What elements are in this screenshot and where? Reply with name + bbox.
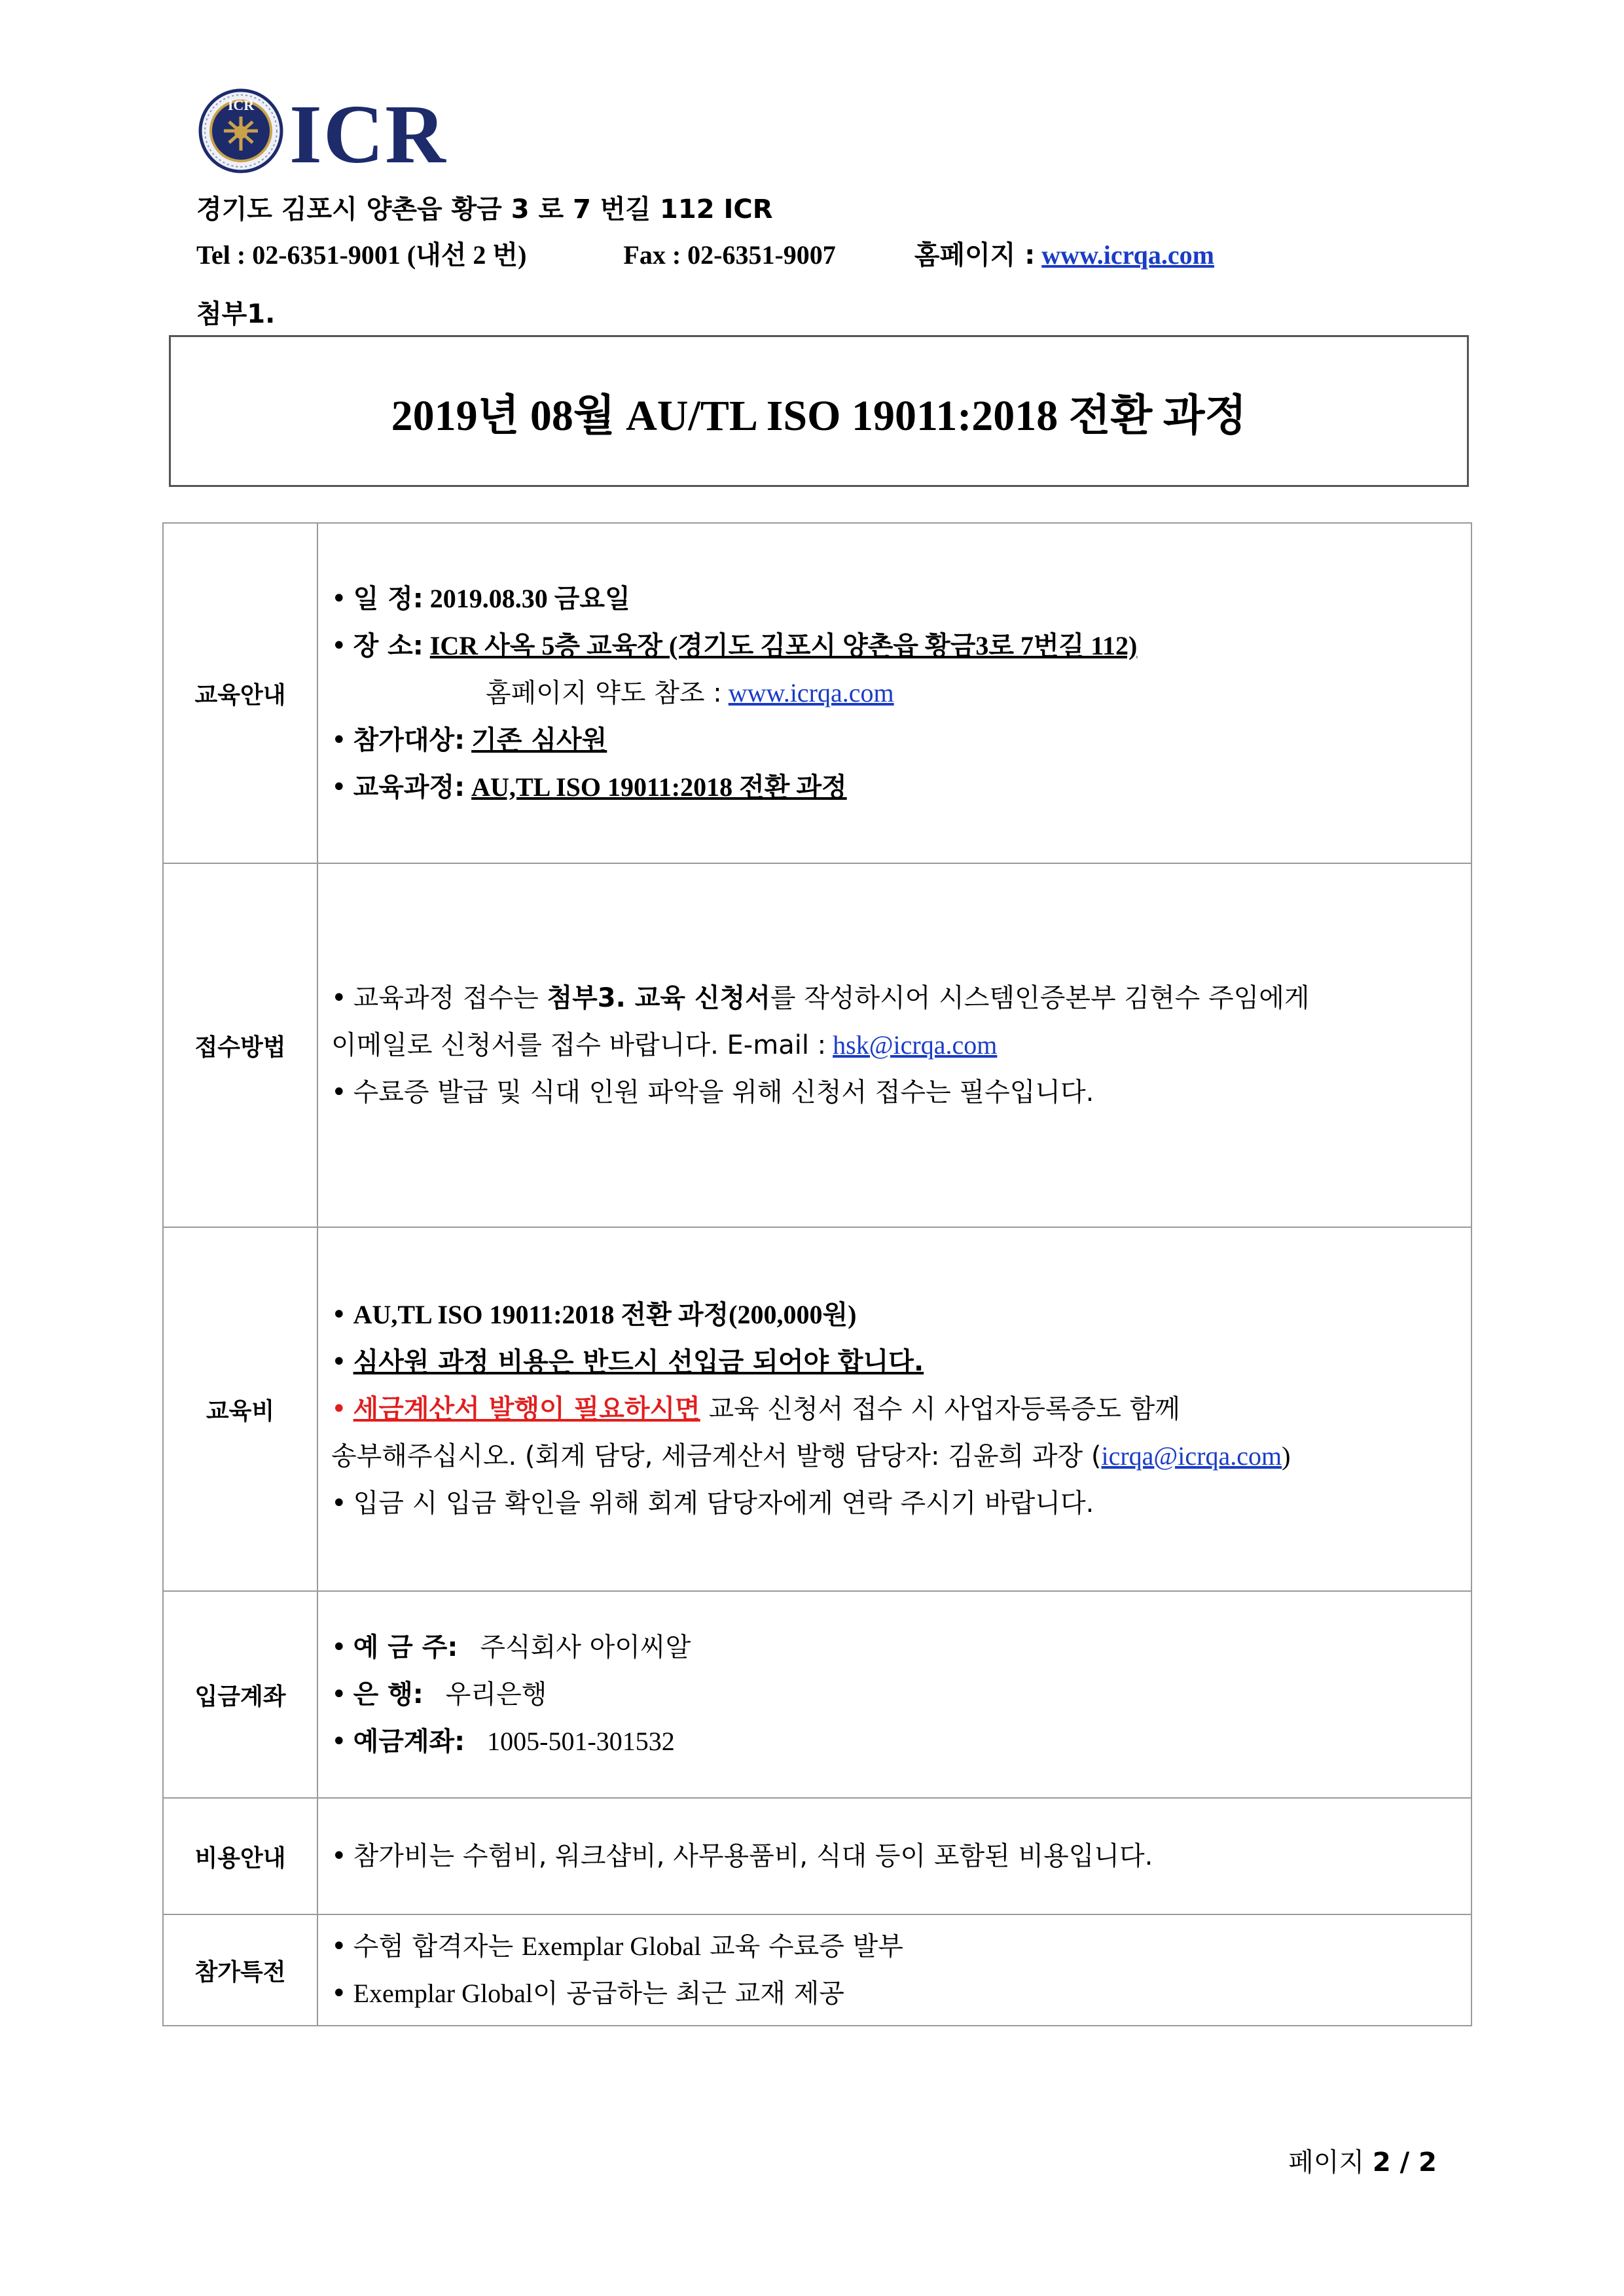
tel-number: Tel : 02-6351-9001 (내선 2 번) — [196, 240, 527, 270]
row-benefits — [163, 1914, 1471, 2026]
map-line: 홈페이지 약도 참조 : www.icrqa.com — [486, 678, 894, 708]
homepage-link[interactable]: www.icrqa.com — [1041, 240, 1214, 270]
target-line: • 참가대상: 기존 심사원 — [331, 725, 607, 755]
content-benefits — [317, 1914, 1471, 2026]
cost-line-1: • 참가비는 수험비, 워크샵비, 사무용품비, 식대 등이 포함된 비용입니다. — [331, 1841, 1153, 1871]
content-application — [317, 863, 1471, 1227]
course-info-table — [162, 522, 1472, 2026]
label-bank: 입금계좌 — [163, 1591, 317, 1798]
row-bank — [163, 1591, 1471, 1798]
row-cost — [163, 1798, 1471, 1914]
content-fee — [317, 1227, 1471, 1591]
fee-line-4: 송부해주십시오. (회계 담당, 세금계산서 발행 담당자: 김윤희 과장 (icrqa@icrqa.com) — [331, 1441, 1291, 1471]
fee-line-5: • 입금 시 입금 확인을 위해 회계 담당자에게 연락 주시기 바랍니다. — [331, 1488, 1094, 1518]
fee-line-1: • AU,TL ISO 19011:2018 전환 과정(200,000원) — [331, 1300, 857, 1330]
account-holder-line: • 예 금 주: 주식회사 아이씨알 — [331, 1632, 691, 1662]
icr-seal-icon — [200, 90, 281, 171]
homepage-label: 홈페이지 : — [914, 240, 1036, 270]
content-bank — [317, 1591, 1471, 1798]
course-line: • 교육과정: AU,TL ISO 19011:2018 전환 과정 — [331, 772, 847, 802]
attachment-label: 첨부1. — [196, 299, 276, 329]
content-education-info — [317, 523, 1471, 863]
application-line-2: 이메일로 신청서를 접수 바랍니다. E-mail : hsk@icrqa.com — [331, 1030, 998, 1060]
label-application: 접수방법 — [163, 863, 317, 1227]
account-number-line: • 예금계좌: 1005-501-301532 — [331, 1727, 675, 1757]
accounting-email-link[interactable]: icrqa@icrqa.com — [1101, 1441, 1282, 1471]
logo-text: ICR — [289, 88, 447, 177]
page-title: 2019년 08월 AU/TL ISO 19011:2018 전환 과정 — [391, 391, 1247, 440]
place-line: • 장 소: ICR 사옥 5층 교육장 (경기도 김포시 양촌읍 황금3로 7번길 112) — [331, 631, 1138, 661]
benefits-line-2: • Exemplar Global이 공급하는 최근 교재 제공 — [331, 1979, 844, 2009]
fee-line-3: • 세금계산서 발행이 필요하시면 교육 신청서 접수 시 사업자등록증도 함께 — [331, 1394, 1180, 1424]
label-benefits: 참가특전 — [163, 1914, 317, 2026]
label-education-info: 교육안내 — [163, 523, 317, 863]
page-number: 페이지 2 / 2 — [1288, 2147, 1437, 2178]
icr-logo — [198, 85, 473, 177]
label-cost: 비용안내 — [163, 1798, 317, 1914]
seal-text: ICR — [227, 97, 255, 113]
application-line-1: • 교육과정 접수는 첨부3. 교육 신청서를 작성하시어 시스템인증본부 김현수 주임에게 — [331, 983, 1310, 1013]
bank-name-line: • 은 행: 우리은행 — [331, 1679, 547, 1710]
label-fee: 교육비 — [163, 1227, 317, 1591]
fee-line-2: • 심사원 과정 비용은 반드시 선입금 되어야 합니다. — [331, 1347, 924, 1377]
row-application — [163, 863, 1471, 1227]
map-link[interactable]: www.icrqa.com — [728, 678, 894, 708]
benefits-line-1: • 수험 합격자는 Exemplar Global 교육 수료증 발부 — [331, 1931, 903, 1962]
title-box — [169, 335, 1469, 487]
content-cost — [317, 1798, 1471, 1914]
company-address: 경기도 김포시 양촌읍 황금 3 로 7 번길 112 ICR — [196, 194, 773, 224]
application-line-3: • 수료증 발급 및 식대 인원 파악을 위해 신청서 접수는 필수입니다. — [331, 1077, 1094, 1107]
row-fee — [163, 1227, 1471, 1591]
date-line: • 일 정: 2019.08.30 금요일 — [331, 584, 630, 614]
contact-line — [196, 234, 1214, 272]
fax-number: Fax : 02-6351-9007 — [623, 240, 836, 270]
application-email-link[interactable]: hsk@icrqa.com — [833, 1030, 998, 1060]
row-education-info — [163, 523, 1471, 863]
